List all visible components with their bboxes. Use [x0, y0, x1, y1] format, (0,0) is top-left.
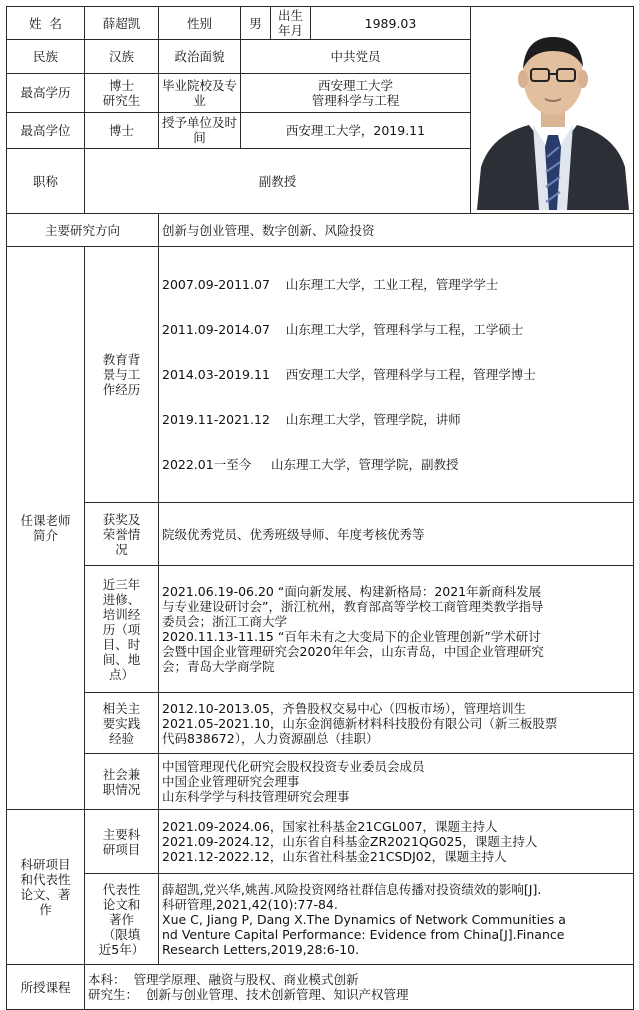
papers-label-line: 著作 — [108, 911, 134, 927]
main-projects-label-line: 主要科 — [102, 826, 141, 842]
degree-label: 最高学位 — [7, 112, 85, 149]
education-history-line: 2019.11-2021.12 山东理工大学，管理学院，讲师 — [162, 412, 461, 427]
training-label-line: 点） — [108, 666, 134, 682]
main-project-line: 2021.09-2024.06，国家社科基金21CGL007，课题主持人 — [162, 819, 498, 834]
education-degree-label: 最高学历 — [7, 73, 85, 112]
education-history-label-line: 教育背 — [102, 352, 141, 367]
degree-value: 博士 — [85, 112, 159, 149]
social-label-line: 社会兼 — [102, 766, 141, 782]
training-value — [159, 566, 634, 693]
education-history-label-line: 景与工 — [102, 367, 141, 382]
research-label: 主要研究方向 — [7, 214, 159, 247]
title-label: 职称 — [7, 149, 85, 214]
grantor-label-line: 间 — [193, 130, 206, 146]
photo-cell — [471, 7, 634, 214]
education-degree-line: 研究生 — [102, 92, 141, 108]
training-label-line: 间、地 — [102, 651, 141, 667]
social-label-line: 职情况 — [102, 781, 141, 797]
education-history-label-line: 作经历 — [102, 382, 141, 397]
practice-value — [159, 693, 634, 754]
training-label-line: 近三年 — [102, 576, 141, 592]
awards-label-line: 荣誉情 — [102, 526, 141, 542]
birth-label — [271, 7, 311, 40]
papers-value — [159, 874, 634, 965]
main-projects-label-line: 研项目 — [102, 841, 141, 857]
practice-label-line: 经验 — [108, 730, 134, 746]
social-line: 中国企业管理研究会理事 — [162, 774, 300, 789]
education-history-value — [159, 247, 634, 503]
projects-label-line: 科研项目 — [20, 857, 71, 872]
teacher-intro-label — [7, 247, 85, 810]
grantor-label — [159, 112, 241, 149]
resume-table — [6, 6, 634, 1010]
school-label-line: 毕业院校及专 — [162, 77, 238, 93]
grantor-value: 西安理工大学，2019.11 — [241, 112, 471, 149]
projects-label — [7, 810, 85, 965]
education-history-label — [85, 247, 159, 503]
courses-value — [85, 965, 634, 1010]
social-line: 山东科学学与科技管理研究会理事 — [162, 789, 350, 804]
main-project-line: 2021.12-2022.12，山东省社科基金21CSDJ02，课题主持人 — [162, 849, 507, 864]
title-value: 副教授 — [85, 149, 471, 214]
paper-line: nd Venture Capital Performance: Evidence from China[J].Finance — [162, 926, 565, 942]
education-history-line: 2022.01一至今 山东理工大学，管理学院，副教授 — [162, 457, 459, 472]
ethnicity-label: 民族 — [7, 40, 85, 73]
awards-label-line: 况 — [115, 541, 128, 557]
education-degree-line: 博士 — [108, 77, 134, 93]
paper-line: 薛超凯,党兴华,姚茜.风险投资网络社群信息传播对投资绩效的影响[J]. — [162, 881, 542, 897]
training-label-line: 培训经 — [102, 606, 141, 622]
birth-label-line: 出生 — [277, 8, 303, 24]
social-label — [85, 754, 159, 810]
paper-line: 科研管理,2021,42(10):77-84. — [162, 896, 338, 912]
gender-label: 性别 — [159, 7, 241, 40]
education-degree-value — [85, 73, 159, 112]
gender-value: 男 — [241, 7, 271, 40]
name-value: 薛超凯 — [85, 7, 159, 40]
school-label-line: 业 — [193, 92, 206, 108]
paper-line: Research Letters,2019,28:6-10. — [162, 941, 360, 957]
practice-label-line: 要实践 — [102, 715, 141, 731]
practice-label-line: 相关主 — [102, 700, 141, 716]
education-history-line: 2011.09-2014.07 山东理工大学，管理科学与工程，工学硕士 — [162, 322, 524, 337]
training-line: 2020.11.13-11.15 “百年未有之大变局下的企业管理创新”学术研讨 — [162, 629, 541, 644]
courses-label: 所授课程 — [7, 965, 85, 1010]
ethnicity-value: 汉族 — [85, 40, 159, 73]
course-line: 研究生： 创新与创业管理、技术创新管理、知识产权管理 — [88, 987, 409, 1002]
training-line: 2021.06.19-06.20 “面向新发展、构建新格局：2021年新商科发展 — [162, 584, 542, 599]
projects-label-line: 和代表性 — [20, 872, 71, 887]
grantor-label-line: 授予单位及时 — [162, 115, 238, 131]
papers-label-line: （限填 — [102, 926, 141, 942]
main-projects-label — [85, 810, 159, 874]
birth-label-line: 年月 — [277, 23, 303, 39]
political-value: 中共党员 — [241, 40, 471, 73]
training-label-line: 历（项 — [102, 621, 141, 637]
training-label-line: 进修、 — [102, 591, 141, 607]
practice-line: 代码838672），人力资源副总（挂职） — [162, 730, 379, 746]
training-label — [85, 566, 159, 693]
teacher-intro-label-line: 简介 — [32, 528, 58, 543]
training-line: 与专业建设研讨会”，浙江杭州，教育部高等学校工商管理类教学指导 — [162, 599, 544, 614]
education-history-line: 2014.03-2019.11 西安理工大学，管理科学与工程，管理学博士 — [162, 367, 536, 382]
social-line: 中国管理现代化研究会股权投资专业委员会成员 — [162, 759, 425, 774]
social-value — [159, 754, 634, 810]
training-line: 委员会；浙江工商大学 — [162, 614, 288, 629]
practice-label — [85, 693, 159, 754]
teacher-intro-label-line: 任课老师 — [20, 513, 71, 528]
papers-label-line: 代表性 — [102, 881, 141, 897]
birth-value: 1989.03 — [311, 7, 471, 40]
main-projects-value — [159, 810, 634, 874]
awards-label-line: 获奖及 — [102, 511, 141, 527]
papers-label — [85, 874, 159, 965]
awards-value: 院级优秀党员、优秀班级导师、年度考核优秀等 — [159, 503, 634, 566]
name-label: 姓 名 — [7, 7, 85, 40]
school-value — [241, 73, 471, 112]
main-project-line: 2021.09-2024.12，山东省自科基金ZR2021QG025，课题主持人 — [162, 834, 538, 849]
course-line: 本科： 管理学原理、融资与股权、商业模式创新 — [88, 972, 359, 987]
school-label — [159, 73, 241, 112]
papers-label-line: 论文和 — [102, 896, 141, 912]
training-line: 会暨中国企业管理研究会2020年年会，山东青岛，中国企业管理研究 — [162, 644, 544, 659]
school-value-line: 西安理工大学 — [317, 77, 393, 93]
paper-line: Xue C, Jiang P, Dang X.The Dynamics of Network Communities a — [162, 911, 566, 927]
education-history-line: 2007.09-2011.07 山东理工大学，工业工程，管理学学士 — [162, 277, 499, 292]
papers-label-line: 近5年） — [98, 941, 145, 957]
training-label-line: 目、时 — [102, 636, 141, 652]
awards-label — [85, 503, 159, 566]
training-line: 会；青岛大学商学院 — [162, 659, 275, 674]
projects-label-line: 作 — [39, 902, 52, 917]
research-value: 创新与创业管理、数字创新、风险投资 — [159, 214, 634, 247]
political-label: 政治面貌 — [159, 40, 241, 73]
portrait-image — [471, 7, 634, 210]
practice-line: 2021.05-2021.10，山东金润德新材料科技股份有限公司（新三板股票 — [162, 715, 558, 731]
practice-line: 2012.10-2013.05，齐鲁股权交易中心（四板市场），管理培训生 — [162, 700, 527, 716]
portrait-photo — [471, 7, 633, 213]
projects-label-line: 论文、著 — [20, 887, 71, 902]
school-value-line: 管理科学与工程 — [311, 92, 400, 108]
